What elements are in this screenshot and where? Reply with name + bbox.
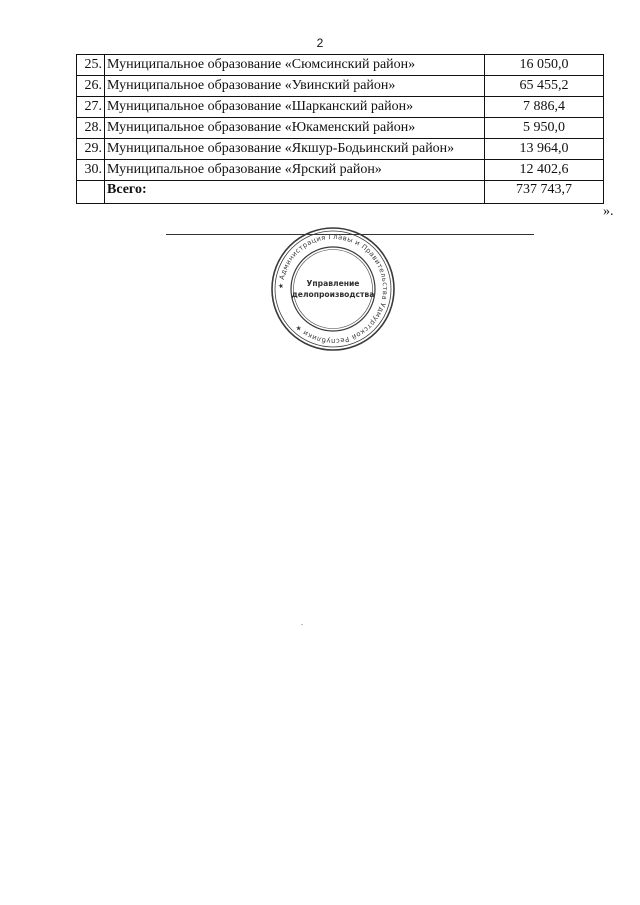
stamp-second-ring xyxy=(275,231,391,347)
total-row xyxy=(77,181,604,204)
row-value: 13 964,0 xyxy=(485,139,604,160)
official-stamp xyxy=(270,226,396,352)
page-number: 2 xyxy=(316,36,324,50)
row-value: 7 886,4 xyxy=(485,97,604,118)
row-number: 28. xyxy=(77,118,105,139)
row-number: 26. xyxy=(77,76,105,97)
row-name: Муниципальное образование «Сюмсинский район» xyxy=(105,55,485,76)
table-row xyxy=(77,160,604,181)
closing-quote: ». xyxy=(603,204,614,219)
row-name: Муниципальное образование «Юкаменский район» xyxy=(105,118,485,139)
row-value: 16 050,0 xyxy=(485,55,604,76)
row-name: Муниципальное образование «Шарканский район» xyxy=(105,97,485,118)
row-name: Муниципальное образование «Ярский район» xyxy=(105,160,485,181)
row-number: 25. xyxy=(77,55,105,76)
table-row xyxy=(77,118,604,139)
row-value: 12 402,6 xyxy=(485,160,604,181)
row-name: Муниципальное образование «Якшур-Бодьинский район» xyxy=(105,139,485,160)
table-row xyxy=(77,55,604,76)
stamp-center-line-2: делопроизводства xyxy=(291,290,375,299)
row-number: 27. xyxy=(77,97,105,118)
stamp-outer-ring xyxy=(272,228,394,350)
total-value: 737 743,7 xyxy=(485,181,604,204)
row-value: 5 950,0 xyxy=(485,118,604,139)
stamp-center-line-1: Управление xyxy=(306,279,360,288)
stamp-inner-ring xyxy=(291,247,375,331)
row-value: 65 455,2 xyxy=(485,76,604,97)
scan-speck xyxy=(301,624,303,625)
table-row xyxy=(77,97,604,118)
total-number-cell xyxy=(77,181,105,204)
row-number: 29. xyxy=(77,139,105,160)
budget-table xyxy=(76,54,604,204)
total-label: Всего: xyxy=(105,181,485,204)
stamp-ring-text: ★ Администрация Главы и Правительства Удмуртской Республики ★ xyxy=(276,232,390,346)
table-row xyxy=(77,139,604,160)
row-name: Муниципальное образование «Увинский район» xyxy=(105,76,485,97)
table-row xyxy=(77,76,604,97)
row-number: 30. xyxy=(77,160,105,181)
